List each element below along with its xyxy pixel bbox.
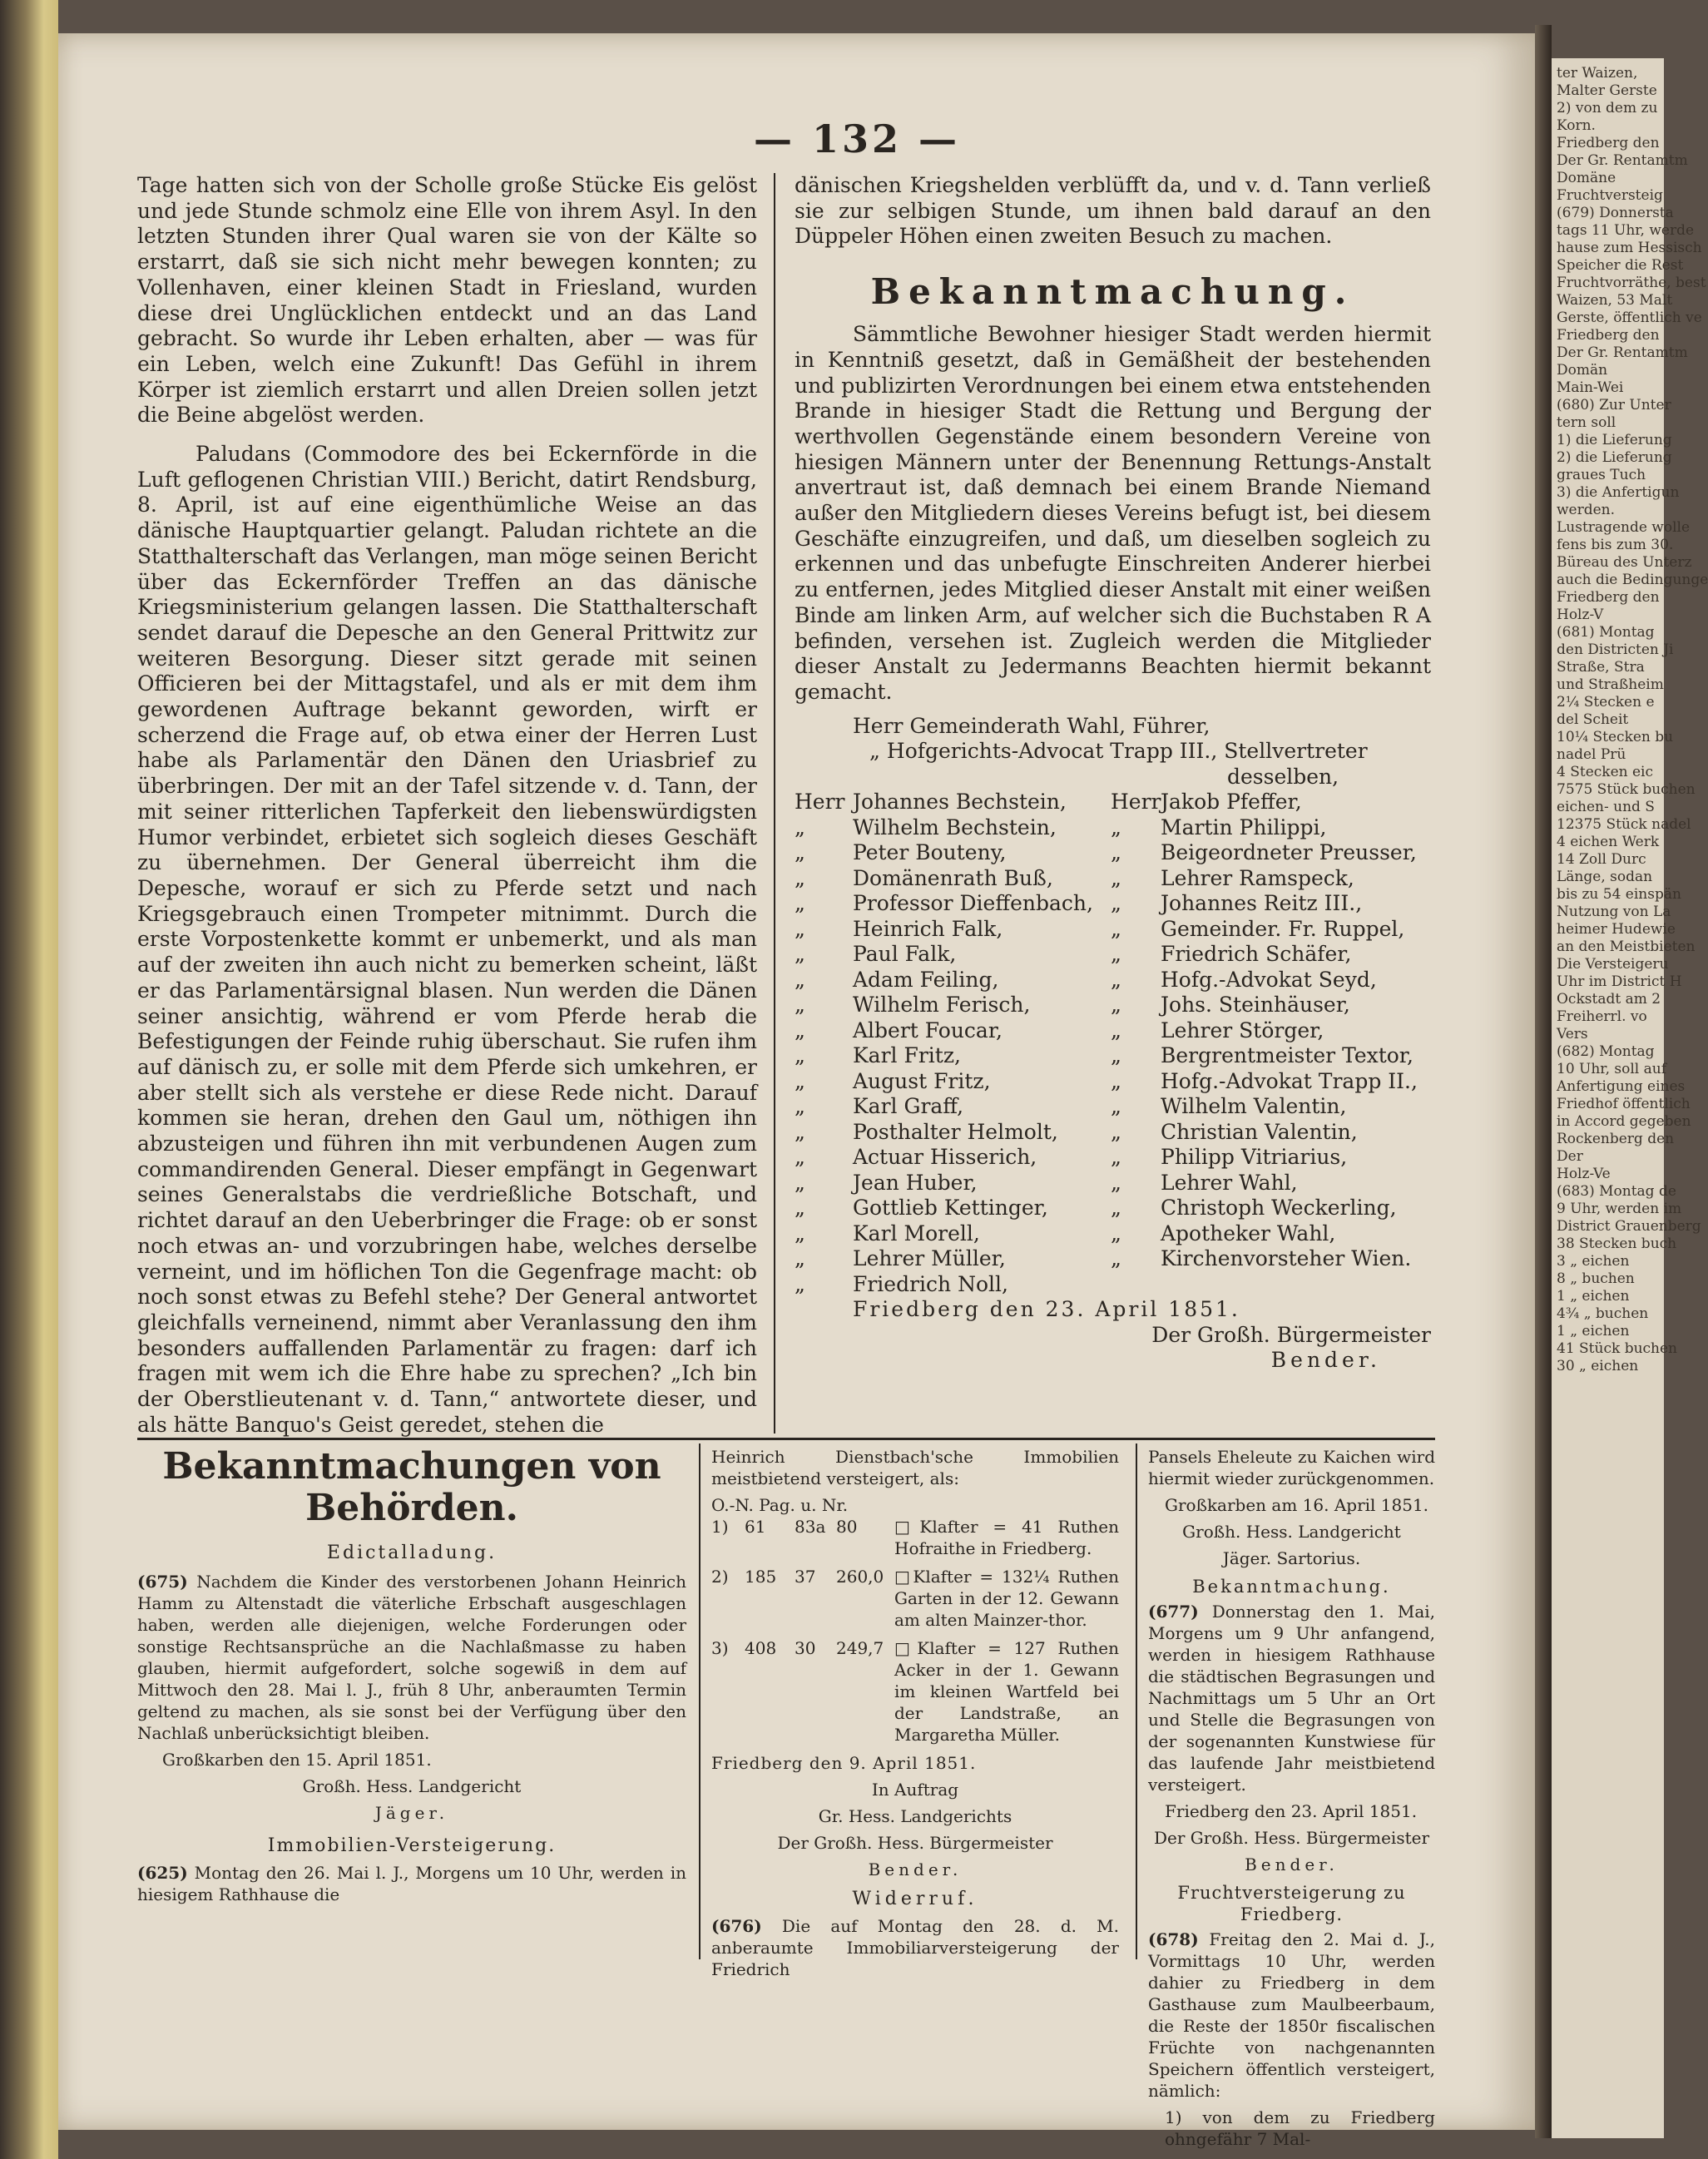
member-prefix: „ <box>1111 1094 1121 1119</box>
notice-number: (677) <box>1148 1602 1199 1622</box>
notice-number: (675) <box>137 1572 188 1592</box>
member-name: Kirchenvorsteher Wien. <box>1161 1246 1412 1271</box>
adjacent-page-line: bis zu 54 einspän <box>1557 886 1681 903</box>
member-name: Gemeinder. Fr. Ruppel, <box>1161 916 1405 941</box>
member-name: Lehrer Wahl, <box>1161 1170 1298 1195</box>
member-prefix: „ <box>1111 916 1121 941</box>
table-row <box>711 1637 1119 1746</box>
leader-line: „ Hofgerichts-Advocat Trapp III., Stellvertreter <box>869 739 1368 764</box>
adjacent-page-line: Domän <box>1557 362 1608 379</box>
member-name: Philipp Vitriarius, <box>1161 1145 1348 1170</box>
signature: Bender. <box>1245 1854 1339 1874</box>
member-name: Karl Morell, <box>853 1221 980 1245</box>
member-name: Wilhelm Bechstein, <box>853 815 1057 839</box>
adjacent-page-line: eichen- und S <box>1557 799 1655 815</box>
sub-heading: Fruchtversteigerung zu Friedberg. <box>1177 1883 1406 1924</box>
adjacent-page-line: Holz-Ve <box>1557 1166 1611 1182</box>
member-row <box>795 993 1431 1018</box>
member-row <box>795 1018 1431 1044</box>
member-prefix: „ <box>1111 1043 1121 1068</box>
adjacent-page-line: 30 „ eichen <box>1557 1358 1639 1374</box>
member-prefix: „ <box>1111 942 1121 967</box>
adjacent-page-line: (681) Montag <box>1557 624 1655 641</box>
member-prefix: „ <box>1111 1068 1121 1093</box>
page <box>58 33 1535 2149</box>
member-name: Gottlieb Kettinger, <box>853 1196 1048 1221</box>
adjacent-page-line: Fruchtversteig <box>1557 187 1663 204</box>
member-prefix: „ <box>1111 1145 1121 1170</box>
adjacent-page-line: Speicher die Rest <box>1557 257 1684 274</box>
adjacent-page-line: 38 Stecken buch <box>1557 1235 1677 1252</box>
table-cell: 249,7 <box>836 1638 884 1658</box>
member-name: Johs. Steinhäuser, <box>1161 993 1350 1018</box>
member-prefix: „ <box>795 1018 805 1042</box>
adjacent-page-line: werden. <box>1557 502 1616 518</box>
member-row <box>795 968 1431 993</box>
member-prefix: „ <box>1111 1170 1121 1195</box>
column-divider <box>699 1443 701 1959</box>
member-list <box>795 790 1431 1297</box>
member-row <box>795 942 1431 968</box>
notice-text: 1) von dem zu Friedberg ohngefähr 7 Mal- <box>1165 2107 1435 2149</box>
member-prefix: „ <box>795 865 805 890</box>
notice-heading: Bekanntmachung. <box>870 271 1355 313</box>
adjacent-page-line: auch die Bedingunge <box>1557 572 1708 588</box>
member-name: Wilhelm Valentin, <box>1161 1094 1347 1119</box>
adjacent-page-line: hause zum Hessisch <box>1557 240 1702 256</box>
member-row <box>795 1221 1431 1247</box>
member-name: Adam Feiling, <box>853 967 999 992</box>
member-prefix: „ <box>1111 1246 1121 1271</box>
column-divider <box>774 173 775 1434</box>
member-name: Karl Fritz, <box>853 1043 961 1068</box>
adjacent-page-line: 3) die Anfertigun <box>1557 484 1680 501</box>
lower-column-1 <box>137 1446 686 1910</box>
member-name: Christian Valentin, <box>1161 1119 1358 1144</box>
table-cell: 3) <box>711 1638 729 1658</box>
notice-date: Friedberg den 9. April 1851. <box>711 1753 977 1773</box>
adjacent-page-line: 2) die Lieferung <box>1557 449 1672 466</box>
adjacent-page-line: 8 „ buchen <box>1557 1270 1635 1287</box>
notice-text: Freitag den 2. Mai d. J., Vormittags 10 Uhr, werden dahier zu Friedberg in dem Gasthause zum Maulbeerbaum, die Reste der 1850r fiscalischen Früchte von nachgenannten Speichern öffentlich versteigert, nämlich: <box>1148 1929 1436 2101</box>
signature-title: Der Großh. Bürgermeister <box>1151 1322 1431 1347</box>
member-name: Albert Foucar, <box>853 1018 1003 1042</box>
adjacent-page-line: Freiherrl. vo <box>1557 1008 1647 1025</box>
article-continuation: dänischen Kriegshelden verblüfft da, und v. d. Tann verließ sie zur selbigen Stunde, um ihnen bald darauf an den Düppeler Höhen einen zweiten Besuch zu machen. <box>795 173 1431 249</box>
member-prefix: „ <box>795 916 805 941</box>
adjacent-page-line: Der Gr. Rentamtm <box>1557 152 1688 169</box>
adjacent-page-line: del Scheit <box>1557 711 1629 728</box>
member-row <box>795 1043 1431 1069</box>
adjacent-page-line: fens bis zum 30. <box>1557 537 1674 553</box>
table-cell: 1) <box>711 1517 729 1537</box>
book-edge <box>0 0 58 2159</box>
member-name: Professor Dieffenbach, <box>853 891 1093 916</box>
sub-heading: Widerruf. <box>852 1889 978 1909</box>
adjacent-page-line: ter Waizen, <box>1557 65 1638 82</box>
adjacent-page-line: Länge, sodan <box>1557 869 1653 885</box>
notice-text: Pansels Eheleute zu Kaichen wird hiermit wieder zurückgenommen. <box>1148 1447 1435 1488</box>
notice-number: (625) <box>137 1863 188 1883</box>
adjacent-page-line: 1 „ eichen <box>1557 1288 1630 1305</box>
table-cell: 30 <box>795 1638 816 1658</box>
member-prefix: „ <box>795 1196 805 1221</box>
member-row <box>795 1094 1431 1120</box>
adjacent-page-line: 7575 Stück buchen <box>1557 781 1696 798</box>
member-prefix: „ <box>1111 815 1121 839</box>
adjacent-page-line: an den Meistbieten <box>1557 938 1696 955</box>
adjacent-page-line: 41 Stück buchen <box>1557 1340 1677 1357</box>
member-prefix: „ <box>1111 891 1121 916</box>
signature: Gr. Hess. Landgerichts <box>818 1806 1012 1826</box>
adjacent-page-line: 1 „ eichen <box>1557 1323 1630 1339</box>
adjacent-page <box>1552 58 1708 2138</box>
lower-column-3 <box>1148 1446 1435 2155</box>
notice-text: Die auf Montag den 28. d. M. anberaumte Immobiliarversteigerung der Friedrich <box>711 1916 1120 1979</box>
member-prefix: „ <box>795 942 805 967</box>
member-prefix: „ <box>795 1271 805 1296</box>
auction-table <box>711 1516 1119 1746</box>
adjacent-page-line: Vers <box>1557 1026 1588 1042</box>
adjacent-page-line: Domäne <box>1557 170 1616 186</box>
adjacent-page-line: tern soll <box>1557 414 1616 431</box>
adjacent-page-line: Nutzung von La <box>1557 904 1671 920</box>
member-name: Lehrer Müller, <box>853 1246 1006 1271</box>
member-name: Friedrich Noll, <box>853 1271 1008 1296</box>
member-prefix: Herr <box>1111 790 1161 815</box>
adjacent-page-line: Fruchtvorräthe, best <box>1557 275 1706 291</box>
sub-heading: Bekanntmachung. <box>1192 1577 1391 1597</box>
adjacent-page-line: 10 Uhr, soll auf <box>1557 1061 1666 1077</box>
adjacent-page-line: Friedberg den <box>1557 589 1660 606</box>
adjacent-page-line: Friedberg den <box>1557 327 1660 344</box>
article-paragraph: Tage hatten sich von der Scholle große Stücke Eis gelöst und jede Stunde schmolz eine Elle von ihrem Asyl. In den letzten Stunden ihrer Qual waren sie von der Kälte so erstarrt, daß sie sich nicht mehr bewegen konnten; zu Vollenhaven, einer kleinen Stadt in Friesland, wurden diese drei Unglücklichen entdeckt und an das Land gebracht. So wurde ihr Leben erhalten, aber — was für ein Leben, welch eine Zukunft! Das Gefühl in ihrem Körper ist ziemlich erstarrt und allen Dreien sollen jetzt die Beine abgelöst werden. <box>137 173 757 428</box>
member-name: Posthalter Helmolt, <box>853 1119 1058 1144</box>
leader-line: desselben, <box>1227 764 1339 789</box>
member-prefix: „ <box>1111 1221 1121 1245</box>
table-cell: 2) <box>711 1567 729 1587</box>
adjacent-page-line: 3 „ eichen <box>1557 1253 1630 1270</box>
member-prefix: „ <box>795 1145 805 1170</box>
table-cell: 260,0 <box>836 1567 884 1587</box>
member-prefix: Herr <box>795 790 845 815</box>
table-cell: 185 <box>745 1567 777 1587</box>
adjacent-page-line: heimer Hudewie <box>1557 921 1676 938</box>
adjacent-page-line: graues Tuch <box>1557 467 1646 483</box>
member-prefix: „ <box>795 1119 805 1144</box>
member-row <box>795 1120 1431 1146</box>
notice-text: Nachdem die Kinder des verstorbenen Johann Heinrich Hamm zu Altenstadt die väterliche Erbschaft ausgeschlagen haben, werden alle diejenigen, welche Forderungen oder sonstige Rechtsansprüche an die Nachlaßmasse zu haben glauben, hiermit aufgefordert, solche sogewiß in dem auf Mittwoch den 28. Mai l. J., früh 8 Uhr, anberaumten Termin geltend zu machen, als sie sonst bei der Verfügung über den Nachlaß unberücksichtigt bleiben. <box>137 1572 686 1743</box>
member-row <box>795 1246 1431 1272</box>
member-name: August Fritz, <box>853 1068 991 1093</box>
member-prefix: „ <box>795 1170 805 1195</box>
member-name: Peter Bouteny, <box>853 840 1007 865</box>
adjacent-page-line: in Accord gegeben <box>1557 1113 1691 1130</box>
table-cell: 37 <box>795 1567 816 1587</box>
left-column <box>137 173 757 1451</box>
notice-text: Montag den 26. Mai l. J., Morgens um 10 Uhr, werden in hiesigem Rathhause die <box>137 1863 686 1904</box>
member-name: Johannes Reitz III., <box>1161 891 1363 916</box>
member-prefix: „ <box>1111 1018 1121 1042</box>
member-name: Wilhelm Ferisch, <box>853 993 1031 1018</box>
lower-column-2 <box>711 1446 1119 1985</box>
adjacent-page-line: (680) Zur Unter <box>1557 397 1671 413</box>
signature: Großh. Hess. Landgericht <box>1182 1522 1401 1542</box>
member-prefix: „ <box>1111 1196 1121 1221</box>
adjacent-page-line: Anfertigung eines <box>1557 1078 1686 1095</box>
table-cell: 408 <box>745 1638 777 1658</box>
member-name: Heinrich Falk, <box>853 916 1003 941</box>
right-column <box>795 173 1431 1374</box>
member-name: Paul Falk, <box>853 942 957 967</box>
member-row <box>795 917 1431 943</box>
notice-date: Großkarben am 16. April 1851. <box>1165 1495 1429 1515</box>
adjacent-page-line: Büreau des Unterz <box>1557 554 1692 571</box>
adjacent-page-line: und Straßheim <box>1557 676 1664 693</box>
member-row <box>795 840 1431 866</box>
adjacent-page-line: Der Gr. Rentamtm <box>1557 344 1688 361</box>
member-row <box>795 1069 1431 1095</box>
adjacent-page-line: 1) die Lieferung <box>1557 432 1672 448</box>
member-prefix: „ <box>795 1094 805 1119</box>
signature-name: Bender. <box>1270 1348 1381 1373</box>
adjacent-page-line: tags 11 Uhr, werde <box>1557 222 1695 239</box>
member-row <box>795 891 1431 917</box>
adjacent-page-line: Holz-V <box>1557 607 1604 623</box>
member-prefix: „ <box>795 815 805 839</box>
adjacent-page-line: Straße, Stra <box>1557 659 1645 676</box>
adjacent-page-line: Gerste, öffentlich ve <box>1557 309 1702 326</box>
adjacent-page-line: Main-Wei <box>1557 379 1624 396</box>
adjacent-page-line: Lustragende wolle <box>1557 519 1691 536</box>
leaders <box>795 714 1431 790</box>
member-prefix: „ <box>795 1221 805 1245</box>
section-heading: Bekanntmachungen von Behörden. <box>162 1445 661 1529</box>
member-prefix: „ <box>1111 967 1121 992</box>
member-name: Karl Graff, <box>853 1094 964 1119</box>
member-row <box>795 1145 1431 1171</box>
signature: Bender. <box>868 1859 963 1879</box>
notice-number: (678) <box>1148 1929 1199 1949</box>
adjacent-page-line: Friedberg den <box>1557 135 1660 151</box>
member-name: Friedrich Schäfer, <box>1161 942 1352 967</box>
adjacent-page-line: (682) Montag <box>1557 1043 1655 1060</box>
sub-heading: Edictalladung. <box>326 1542 498 1563</box>
adjacent-page-line: nadel Prü <box>1557 746 1626 763</box>
adjacent-page-fragments <box>1552 58 1708 1382</box>
member-name: Hofg.-Advokat Seyd, <box>1161 967 1377 992</box>
signature: In Auftrag <box>871 1780 959 1800</box>
adjacent-page-line: 4 Stecken eic <box>1557 764 1654 780</box>
member-name: Lehrer Ramspeck, <box>1161 865 1354 890</box>
adjacent-page-line: Uhr im District H <box>1557 973 1682 990</box>
signature: Der Großh. Hess. Bürgermeister <box>1153 1828 1430 1848</box>
table-cell: 80 <box>836 1517 858 1537</box>
adjacent-page-line: 2) von dem zu <box>1557 100 1658 116</box>
article-paragraph: Paludans (Commodore des bei Eckernförde in die Luft geflogenen Christian VIII.) Bericht, datirt Rendsburg, 8. April, ist auf eine eigenthümliche Weise an das dänische Hauptquartier gelangt. Paludan richtete an die Statthalterschaft das Verlangen, man möge seinen Bericht über das Eckernförder Treffen an das dänische Kriegsministerium gelangen lassen. Die Statthalterschaft sendet darauf die Depesche an den General Prittwitz zur weiteren Besorgung. Dieser sitzt gerade mit seinen Officieren bei der Mittagstafel, und als er mit dem ihm gewordenen Auftrage bekannt geworden, wirft er scherzend die Frage auf, ob etwa einer der Herren Lust habe als Parlamentär den Dänen den Uriasbrief zu überbringen. Der mit an der Tafel sitzende v. d. Tann, der mit seiner ritterlichen Tapferkeit den liebenswürdigsten Humor verbindet, erbietet sich sogleich dieses Geschäft zu übernehmen. Der General überreicht ihm die Depesche, worauf er sich zu Pferde setzt und nach Kriegsgebrauch einen Trompeter mitnimmt. Durch die erste Vorpostenkette kommt er unbemerkt, und als man auf der zweiten ihn auch nicht zu bemerken scheint, läßt er das Parlamentärsignal blasen. Nun werden die Dänen seiner ansichtig, während er vom Pferde herab die Befestigungen der Feinde ruhig überschaut. Sie rufen ihm auf dänisch zu, er solle mit dem Pferde sich umkehren, er aber stellt sich als verstehe er diese Rede nicht. Darauf kommen sie heran, drehen den Gaul um, nöthigen ihn abzusteigen und führen ihn mit verbundenen Augen zum commandirenden General. Dieser empfängt in Gegenwart seines Generalstabs die verdrießliche Botschaft, und richtet darauf an den Ueberbringer die Frage: ob er sonst noch etwas an- und vorzubringen habe, welches derselbe verneint, und im höflichen Ton die Gegenfrage macht: ob noch sonst etwas zu Befehl stehe? Der General antwortet gleichfalls verneinend, nimmt aber Veranlassung den ihm besonders auffallenden Parlamentär zu fragen: darf ich fragen mit wem ich die Ehre habe zu sprechen? „Ich bin der Oberstlieutenant v. d. Tann,“ antwortete dieser, und als hätte Banquo's Geist geredet, stehen die <box>137 442 757 1437</box>
notice-date: Friedberg den 23. April 1851. <box>1165 1801 1418 1821</box>
page-number: — 132 — <box>753 116 961 161</box>
table-header-label: O.-N. Pag. u. Nr. <box>711 1495 849 1515</box>
notice-text: Heinrich Dienstbach'sche Immobilien meistbietend versteigert, als: <box>711 1447 1119 1488</box>
member-name: Apotheker Wahl, <box>1161 1221 1336 1245</box>
adjacent-page-line: 10¼ Stecken bu <box>1557 729 1674 745</box>
member-prefix: „ <box>795 840 805 865</box>
signature: Der Großh. Hess. Bürgermeister <box>777 1833 1053 1853</box>
adjacent-page-line: Malter Gerste <box>1557 82 1657 99</box>
table-cell: □Klafter = 127 Ruthen Acker in der 1. Gewann im kleinen Wartfeld bei der Landstraße, an Margaretha Müller. <box>894 1638 1119 1745</box>
signature: Jäger. <box>374 1803 449 1823</box>
member-row <box>795 1272 1431 1298</box>
adjacent-page-line: Ockstadt am 2 <box>1557 991 1661 1008</box>
adjacent-page-line: den Districten Ji <box>1557 641 1674 658</box>
member-prefix: „ <box>1111 993 1121 1018</box>
sub-heading: Immobilien-Versteigerung. <box>267 1835 557 1856</box>
notice-date: Großkarben den 15. April 1851. <box>162 1750 432 1770</box>
member-name: Domänenrath Buß, <box>853 865 1053 890</box>
notice-text: Sämmtliche Bewohner hiesiger Stadt werden hiermit in Kenntniß gesetzt, daß in Gemäßheit der bestehenden und publizirten Verordnungen bei einem etwa entstehenden Brande in hiesiger Stadt die Rettung und Bergung der werthvollen Gegenstände einem besondern Vereine von hiesigen Männern unter der Benennung Rettungs-Anstalt anvertraut ist, daß demnach bei einem Brande Niemand außer den Mitgliedern dieses Vereins befugt ist, bei diesem Geschäfte einzugreifen, und daß, um dieselben sogleich zu erkennen und das unbefugte Einschreiten Anderer hierbei zu entfernen, jedes Mitglied dieser Anstalt mit einer weißen Binde am linken Arm, auf welcher sich die Buchstaben R A befinden, versehen ist. Zugleich werden die Mitglieder dieser Anstalt zu Jedermanns Beachten hiermit bekannt gemacht. <box>795 322 1431 704</box>
adjacent-page-line: 9 Uhr, werden im <box>1557 1201 1682 1217</box>
member-prefix: „ <box>795 993 805 1018</box>
member-row <box>795 1171 1431 1196</box>
member-name: Lehrer Störger, <box>1161 1018 1324 1042</box>
adjacent-page-line: Die Versteigeru <box>1557 956 1669 973</box>
table-cell: 83a <box>795 1517 826 1537</box>
notice-number: (676) <box>711 1916 762 1936</box>
member-prefix: „ <box>795 1043 805 1068</box>
adjacent-page-line: (679) Donnersta <box>1557 205 1674 221</box>
member-prefix: „ <box>1111 1119 1121 1144</box>
member-name: Johannes Bechstein, <box>853 790 1067 815</box>
member-name: Beigeordneter Preusser, <box>1161 840 1417 865</box>
adjacent-page-line: District Grauenberg <box>1557 1218 1701 1235</box>
adjacent-page-line: 4 eichen Werk <box>1557 834 1660 850</box>
table-cell: □Klafter = 132¼ Ruthen Garten in der 12. Gewann am alten Mainzer-thor. <box>894 1567 1119 1630</box>
signature: Großh. Hess. Landgericht <box>302 1776 522 1796</box>
member-row <box>795 815 1431 841</box>
member-prefix: „ <box>795 1068 805 1093</box>
notice-date: Friedberg den 23. April 1851. <box>853 1297 1240 1322</box>
member-row <box>795 866 1431 892</box>
member-name: Martin Philippi, <box>1161 815 1327 839</box>
member-row <box>795 790 1431 815</box>
member-name: Christoph Weckerling, <box>1161 1196 1397 1221</box>
signature: Jäger. Sartorius. <box>1222 1548 1361 1568</box>
member-prefix: „ <box>1111 840 1121 865</box>
member-prefix: „ <box>795 967 805 992</box>
gutter <box>1535 25 1552 2138</box>
member-name: Bergrentmeister Textor, <box>1161 1043 1413 1068</box>
adjacent-page-line: 14 Zoll Durc <box>1557 851 1646 868</box>
table-row <box>711 1566 1119 1631</box>
member-prefix: „ <box>795 891 805 916</box>
member-prefix: „ <box>1111 865 1121 890</box>
table-cell: 61 <box>745 1517 766 1537</box>
member-name: Jean Huber, <box>853 1170 978 1195</box>
table-cell: □Klafter = 41 Ruthen Hofraithe in Friedberg. <box>894 1517 1119 1558</box>
adjacent-page-line: Korn. <box>1557 117 1596 134</box>
adjacent-page-line: Waizen, 53 Malt <box>1557 292 1673 309</box>
column-divider <box>1136 1443 1137 1959</box>
adjacent-page-line: Der <box>1557 1148 1583 1165</box>
member-name: Actuar Hisserich, <box>853 1145 1037 1170</box>
adjacent-page-line: Friedhof öffentlich <box>1557 1096 1691 1112</box>
leader-line: Herr Gemeinderath Wahl, Führer, <box>853 713 1210 738</box>
adjacent-page-line: 12375 Stück nadel <box>1557 816 1691 833</box>
adjacent-page-line: 4¾ „ buchen <box>1557 1305 1649 1322</box>
table-header <box>711 1494 1119 1516</box>
notice-text: Donnerstag den 1. Mai, Morgens um 9 Uhr anfangend, werden in hiesigem Rathhause die städtischen Begrasungen und Nachmittags um 5 Uhr an Ort und Stelle die Begrasungen von der sogenannten Kunstwiese für das laufende Jahr meistbietend versteigert. <box>1148 1602 1436 1795</box>
member-row <box>795 1196 1431 1221</box>
table-row <box>711 1516 1119 1559</box>
adjacent-page-line: (683) Montag de <box>1557 1183 1676 1200</box>
member-name: Hofg.-Advokat Trapp II., <box>1161 1068 1418 1093</box>
adjacent-page-line: 2¼ Stecken e <box>1557 694 1655 711</box>
member-prefix: „ <box>795 1246 805 1271</box>
section-rule <box>137 1438 1435 1440</box>
member-name: Jakob Pfeffer, <box>1161 790 1302 815</box>
adjacent-page-line: Rockenberg den <box>1557 1131 1675 1147</box>
